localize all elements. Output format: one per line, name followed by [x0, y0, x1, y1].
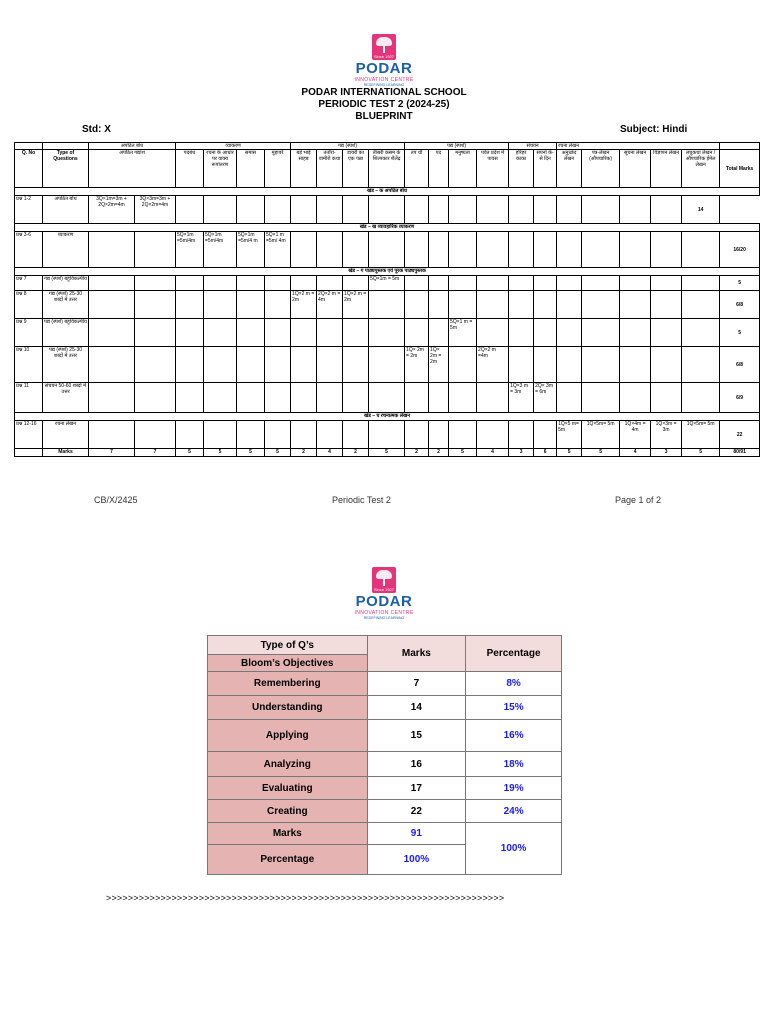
col-header: विज्ञापन लेखन — [651, 150, 682, 188]
logo-tagline: REDEFINING LEARNING — [363, 616, 405, 620]
col-header: सूचना लेखन — [620, 150, 651, 188]
group-label: अपठित बोध — [89, 143, 176, 150]
col-header: रचना के आधार पर वाक्य रूपांतरण — [204, 150, 237, 188]
marks-row: Marks 7 7 5 5 5 5 2 4 2 5 2 2 5 4 3 6 5 5 4 3 5 80/91 — [15, 449, 760, 457]
objectives-label: Bloom’s Objectives — [208, 655, 368, 672]
col-header: पर्वत प्रदेश में पावस — [477, 150, 509, 188]
table-row: प्रश्न 9 पद्य (स्पर्श) बहुविकल्पीय 5Q×1 m = 5m 5 — [15, 319, 760, 347]
section-row: खंड – क अपठित बोध — [15, 188, 760, 196]
type-label: Type of Q’s — [208, 636, 368, 655]
column-header-row — [15, 150, 760, 188]
total-percentage-row: Percentage 100% — [208, 845, 562, 875]
table-row: प्रश्न 11 संचयन 50-60 शब्दों में उत्तर 1Q×3 m = 3m 2Q× 3m = 6m 6/9 — [15, 383, 760, 413]
col-header: पद — [429, 150, 449, 188]
section-row: खंड – घ रचनात्मक लेखन — [15, 413, 760, 421]
table-row: Remembering 7 8% — [208, 672, 562, 696]
table-row: Creating 22 24% — [208, 800, 562, 823]
end-arrows: >>>>>>>>>>>>>>>>>>>>>>>>>>>>>>>>>>>>>>>>>>>>>>>>>>>>>>>>>>>>>>>>>>>>>>>>> — [106, 893, 505, 903]
col-header: सपनों के-से दिन — [534, 150, 557, 188]
col-header: तताँरा-वामीरो कथा — [317, 150, 343, 188]
logo-sub: INNOVATION CENTRE — [354, 610, 414, 616]
col-header: अपठित गद्यांश — [89, 150, 176, 188]
section-row: खंड – ख व्यावहारिक व्याकरण — [15, 224, 760, 232]
school-name: PODAR INTERNATIONAL SCHOOL — [301, 87, 467, 98]
total-marks-row: Marks 91 100% — [208, 823, 562, 845]
group-label: पद्य (स्पर्श) — [405, 143, 509, 150]
blooms-table — [207, 635, 562, 875]
logo-sub: INNOVATION CENTRE — [354, 77, 414, 83]
table-row: Evaluating 17 19% — [208, 777, 562, 800]
percentage-header: Percentage — [466, 636, 562, 672]
col-header: पदबंध — [176, 150, 204, 188]
logo-brand: PODAR — [355, 60, 413, 77]
table-row: प्रश्न 10 पद्य (स्पर्श) 25-30 शब्दों में उत्तर 1Q× 2m = 2m 1Q× 2m = 2m 2Q×2 m =4m 6/8 — [15, 347, 760, 383]
table-row: प्रश्न 8 गद्य (स्पर्श) 25-30 शब्दों में उत्तर 1Q×2 m = 2m 2Q×2 m = 4m 1Q×2 m = 2m 6/8 — [15, 291, 760, 319]
podar-logo — [344, 34, 424, 88]
col-header: Q. No — [15, 150, 43, 188]
table-row: Analyzing 16 18% — [208, 752, 562, 777]
group-header-row — [15, 143, 760, 150]
group-label: संचयन — [509, 143, 557, 150]
logo-tagline: REDEFINING LEARNING — [363, 83, 405, 87]
subject-label: Subject: Hindi — [620, 124, 688, 135]
col-header: अनुच्छेद लेखन — [557, 150, 582, 188]
table-row: प्रश्न 12-16 रचना लेखन 1Q×5 m= 5m 1Q×5m= 5m 1Q×4m = 4m 1Q×3m = 3m 1Q×5m= 5m 22 — [15, 421, 760, 449]
podar-logo — [344, 567, 424, 621]
col-header: तीसरी कसम के शिल्पकार शैलेंद्र — [369, 150, 405, 188]
marks-header: Marks — [367, 636, 466, 672]
logo-brand: PODAR — [355, 593, 413, 610]
test-name: PERIODIC TEST 2 (2024-25) — [318, 99, 450, 110]
page-number: Page 1 of 2 — [615, 495, 662, 505]
table-row: Applying 15 16% — [208, 720, 562, 752]
tree-icon: Since 1927 — [372, 34, 396, 60]
col-header: Total Marks — [720, 150, 760, 188]
col-header: तप थी — [405, 150, 429, 188]
col-header: मुहावरे — [265, 150, 291, 188]
col-header: समास — [237, 150, 265, 188]
table-row: प्रश्न 1-2 अपठित बोध 3Q×1m=3m + 2Q×2m=4m 3Q×3m=3m + 2Q×2m=4m 14 — [15, 196, 760, 224]
table-row: प्रश्न 3-6 व्याकरण 5Q×1m =5m/4m 5Q×1m =5m/4m 5Q×1m =5m/4 m 5Q×1 m =5m/ 4m 16/20 — [15, 232, 760, 268]
col-header: पत्र-लेखन (औपचारिक) — [582, 150, 620, 188]
blueprint-table — [14, 142, 760, 457]
tree-icon: Since 1927 — [372, 567, 396, 593]
table-row: प्रश्न 7 गद्य (स्पर्श) बहुविकल्पीय 5Q×1m = 5m 5 — [15, 276, 760, 291]
overall-percentage: 100% — [466, 823, 562, 875]
col-header: डायरी का एक पन्ना — [343, 150, 369, 188]
col-header: हरिहर काका — [509, 150, 534, 188]
footer-test: Periodic Test 2 — [332, 495, 391, 505]
col-header: लघुकथा लेखन / औपचारिक ईमेल लेखन — [682, 150, 720, 188]
std-label: Std: X — [82, 124, 111, 135]
table-row: Understanding 14 15% — [208, 696, 562, 720]
col-header: Type of Questions — [43, 150, 89, 188]
group-label: गद्य (स्पर्श) — [291, 143, 405, 150]
doc-code: CB/X/2425 — [94, 495, 138, 505]
group-label: व्याकरण — [176, 143, 291, 150]
doc-title: BLUEPRINT — [355, 111, 413, 122]
col-header: बड़े भाई साहब — [291, 150, 317, 188]
group-label: रचना लेखन — [557, 143, 720, 150]
section-row: खंड – ग पाठ्यपुस्तक एवं पूरक पाठ्यपुस्तक — [15, 268, 760, 276]
col-header: मनुष्यता — [449, 150, 477, 188]
